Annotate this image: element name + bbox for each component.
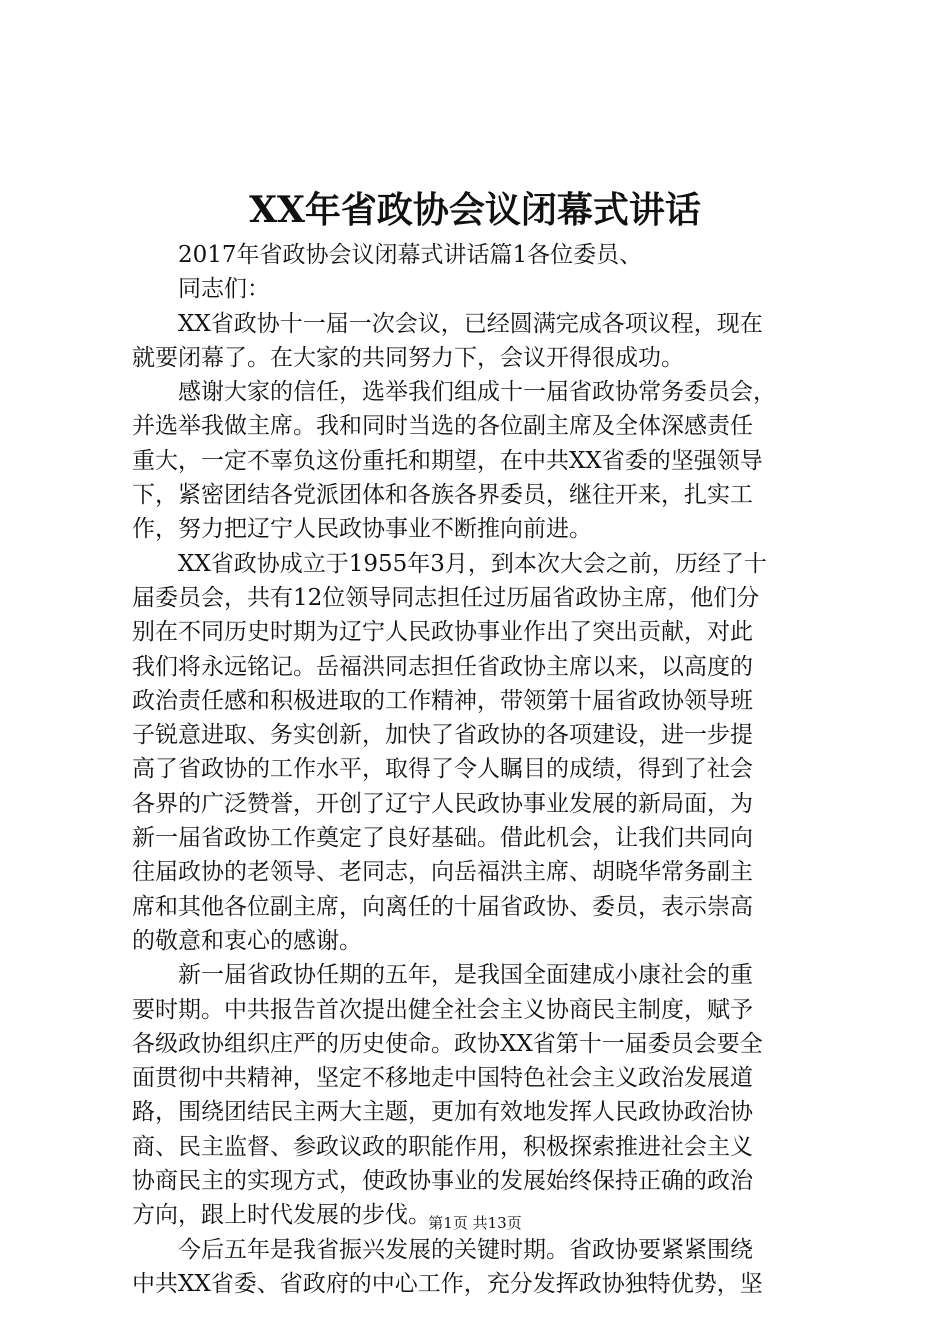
paragraph-line: 路，围绕团结民主两大主题，更加有效地发挥人民政协政治协 <box>132 1099 753 1126</box>
paragraph-line: 新一届省政协任期的五年，是我国全面建成小康社会的重 <box>178 962 753 989</box>
paragraph-line: 就要闭幕了。在大家的共同努力下，会议开得很成功。 <box>132 344 684 371</box>
paragraph-line: 2017年省政协会议闭幕式讲话篇1各位委员、 <box>178 242 643 268</box>
paragraph-line: 子锐意进取、务实创新，加快了省政协的各项建设，进一步提 <box>132 722 753 749</box>
paragraph-line: 并选举我做主席。我和同时当选的各位副主席及全体深感责任 <box>132 413 753 440</box>
paragraph-line: 政治责任感和积极进取的工作精神，带领第十届省政协领导班 <box>132 687 753 714</box>
document-title: XX年省政协会议闭幕式讲话 <box>249 189 701 231</box>
paragraph-line: 新一届省政协工作奠定了良好基础。借此机会，让我们共同向 <box>132 825 753 852</box>
page-footer: 第1页 共13页 <box>428 1214 522 1232</box>
paragraph-line: 高了省政协的工作水平，取得了令人瞩目的成绩，得到了社会 <box>132 756 753 783</box>
paragraph-line: 面贯彻中共精神，坚定不移地走中国特色社会主义政治发展道 <box>132 1065 753 1092</box>
paragraph-line: 别在不同历史时期为辽宁人民政协事业作出了突出贡献，对此 <box>132 619 753 646</box>
paragraph-line: 中共XX省委、省政府的中心工作，充分发挥政协独特优势，坚 <box>132 1270 763 1297</box>
paragraph-line: 往届政协的老领导、老同志，向岳福洪主席、胡晓华常务副主 <box>132 859 753 886</box>
paragraph-line: 要时期。中共报告首次提出健全社会主义协商民主制度，赋予 <box>132 996 753 1023</box>
paragraph-line: 作，努力把辽宁人民政协事业不断推向前进。 <box>132 516 592 543</box>
paragraph-line: 我们将永远铭记。岳福洪同志担任省政协主席以来，以高度的 <box>132 653 753 680</box>
paragraph-line: 协商民主的实现方式，使政协事业的发展始终保持正确的政治 <box>132 1168 753 1195</box>
paragraph-line: 重大，一定不辜负这份重托和期望，在中共XX省委的坚强领导 <box>132 447 763 474</box>
paragraph-line: 届委员会，共有12位领导同志担任过历届省政协主席，他们分 <box>132 584 760 611</box>
document-body <box>132 238 832 1301</box>
paragraph-line: XX省政协十一届一次会议，已经圆满完成各项议程，现在 <box>178 310 763 337</box>
paragraph-line: 席和其他各位副主席，向离任的十届省政协、委员，表示崇高 <box>132 893 753 920</box>
paragraph-line: 方向，跟上时代发展的步伐。 <box>132 1202 431 1229</box>
paragraph-line: 同志们： <box>178 276 270 303</box>
paragraph-line: 下，紧密团结各党派团体和各族各界委员，继往开来，扎实工 <box>132 482 753 509</box>
paragraph-line: 感谢大家的信任，选举我们组成十一届省政协常务委员会， <box>178 379 776 406</box>
paragraph-line: 各界的广泛赞誉，开创了辽宁人民政协事业发展的新局面，为 <box>132 790 753 817</box>
paragraph-line: 今后五年是我省振兴发展的关键时期。省政协要紧紧围绕 <box>178 1236 753 1263</box>
paragraph-line: 的敬意和衷心的感谢。 <box>132 927 362 954</box>
paragraph-line: 各级政协组织庄严的历史使命。政协XX省第十一届委员会要全 <box>132 1030 763 1057</box>
paragraph-line: XX省政协成立于1955年3月，到本次大会之前，历经了十 <box>178 550 767 577</box>
paragraph-line: 商、民主监督、参政议政的职能作用，积极探索推进社会主义 <box>132 1133 753 1160</box>
